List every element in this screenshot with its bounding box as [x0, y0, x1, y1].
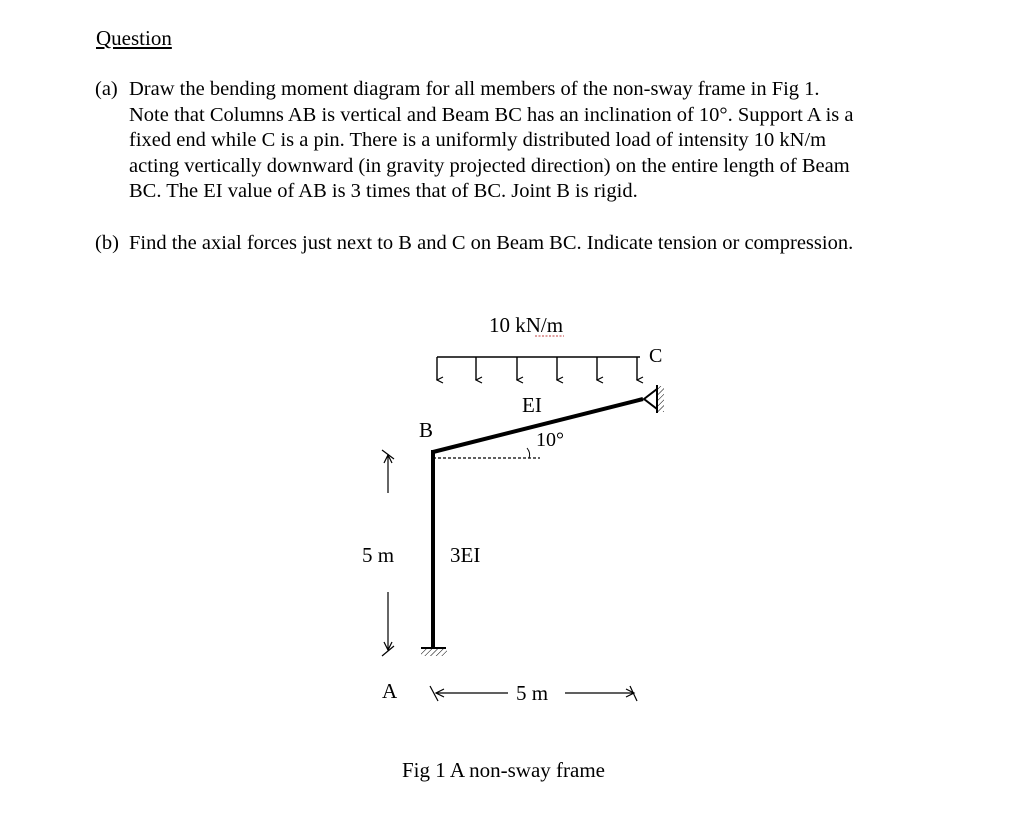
question-a-line: Note that Columns AB is vertical and Beam BC has an inclination of 10°. Support A is a — [129, 103, 854, 126]
span-dimension-label: 5 m — [516, 681, 549, 705]
height-dimension-label: 5 m — [362, 543, 395, 567]
angle-arc — [527, 448, 530, 458]
beam-ei-label: EI — [522, 393, 542, 417]
question-a-line: BC. The EI value of AB is 3 times that of BC. Joint B is rigid. — [129, 180, 638, 202]
column-ei-label: 3EI — [450, 543, 481, 567]
question-a-line: fixed end while C is a pin. There is a uniformly distributed load of intensity 10 kN/m — [129, 129, 827, 151]
node-a-label: A — [382, 679, 398, 703]
node-b-label: B — [419, 418, 434, 442]
question-a-label: (a) — [95, 78, 118, 100]
question-b-text: Find the axial forces just next to B and C on Beam BC. Indicate tension or compression. — [129, 232, 854, 254]
question-a-line: Draw the bending moment diagram for all members of the non-sway frame in Fig 1. — [129, 78, 820, 100]
pin-support-c — [644, 385, 664, 413]
load-label: 10 kN/m — [489, 313, 564, 337]
question-b-label: (b) — [95, 232, 119, 254]
node-c-label: C — [649, 345, 663, 367]
fixed-support-a — [421, 648, 447, 656]
question-a-line: acting vertically downward (in gravity projected direction) on the entire length of Beam — [129, 154, 850, 177]
question-heading: Question — [96, 26, 172, 50]
udl-load — [437, 357, 640, 380]
figure-caption: Fig 1 A non-sway frame — [402, 758, 605, 782]
angle-label: 10° — [536, 429, 564, 451]
